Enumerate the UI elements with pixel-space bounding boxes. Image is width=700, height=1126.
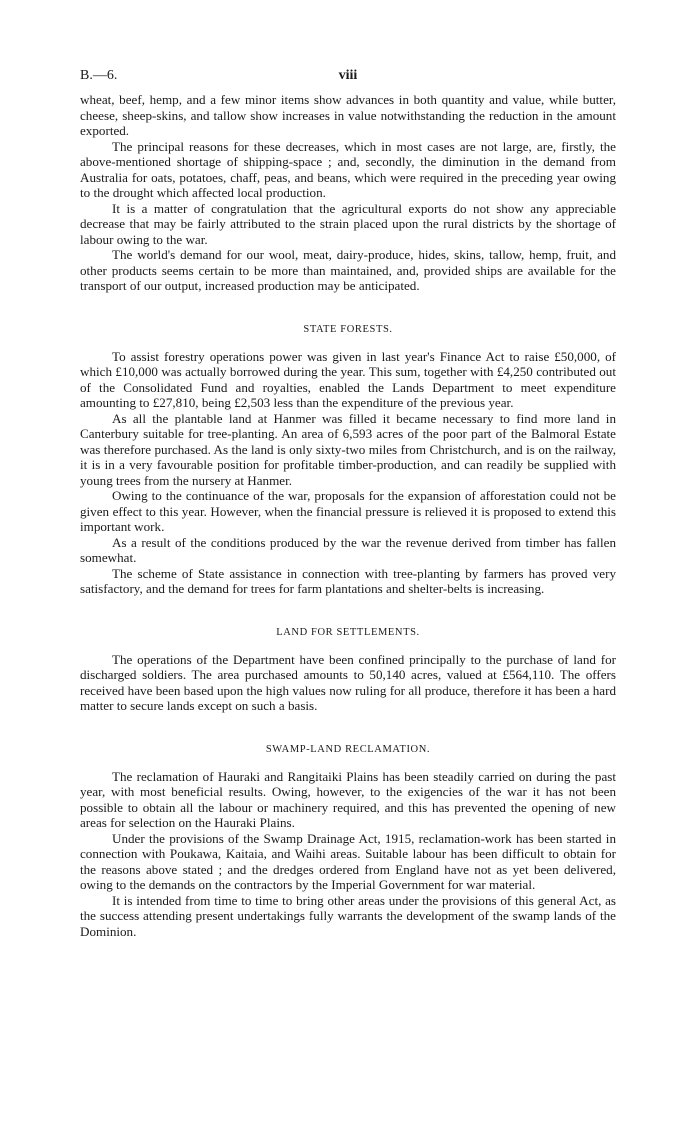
land-for-settlements-section: [80, 627, 616, 714]
paragraph: The principal reasons for these decreases, which in most cases are not large, are, firstly, the above-mentioned shortage of shipping-space ; and, secondly, the diminution in the demand from Australia for oats, potatoes, chaff, peas, and beans, which were required in the preceding year owing to the drought which affected local production.: [80, 138, 616, 200]
swamp-land-reclamation-section: [80, 744, 616, 940]
paragraph: The scheme of State assistance in connection with tree-planting by farmers has proved very satisfactory, and the demand for trees for farm plantations and shelter-belts is increasing.: [80, 565, 616, 596]
paragraph: wheat, beef, hemp, and a few minor items show advances in both quantity and value, while butter, cheese, sheep-skins, and tallow show increases in value notwithstanding the reduction in the amount exported.: [80, 92, 616, 138]
paragraph: To assist forestry operations power was given in last year's Finance Act to raise £50,000, of which £10,000 was actually borrowed during the year. This sum, together with £4,250 contributed out of the Consolidated Fund and royalties, enabled the Lands Department to meet expenditure amounting to £27,810, being £2,503 less than the expenditure of the previous year.: [80, 348, 616, 410]
intro-section: [80, 92, 616, 294]
paragraph: As all the plantable land at Hanmer was filled it became necessary to find more land in Canterbury suitable for tree-planting. An area of 6,593 acres of the poor part of the Balmoral Estate was therefore purchased. As the land is only sixty-two miles from Christchurch, and is on the railway, it is in a very favourable position for profitable timber-production, and can readily be supplied with young trees from the nursery at Hanmer.: [80, 410, 616, 488]
paragraph: The world's demand for our wool, meat, dairy-produce, hides, skins, tallow, hemp, fruit, and other products seems certain to be more than maintained, and, provided ships are available for the transport of our output, increased production may be anticipated.: [80, 247, 616, 293]
state-forests-section: [80, 324, 616, 597]
page-number: viii: [338, 68, 358, 83]
section-heading: SWAMP-LAND RECLAMATION.: [265, 743, 431, 755]
paragraph: Owing to the continuance of the war, proposals for the expansion of afforestation could not be given effect to this year. However, when the financial pressure is relieved it is proposed to extend this important work.: [80, 488, 616, 534]
page-header: [80, 68, 616, 92]
paragraph: The reclamation of Hauraki and Rangitaiki Plains has been steadily carried on during the past year, with most beneficial results. Owing, however, to the exigencies of the war it has not been possible to obtain all the labour or machinery required, and this has prevented the opening of new areas for selection on the Hauraki Plains.: [80, 768, 616, 830]
paragraph: Under the provisions of the Swamp Drainage Act, 1915, reclamation-work has been started in connection with Poukawa, Kaitaia, and Waihi areas. Suitable labour has been difficult to obtain for the reasons above stated ; and the dredges ordered from England have not as yet been delivered, owing to the demands on the contractors by the Imperial Government for war material.: [80, 830, 616, 892]
section-heading: LAND FOR SETTLEMENTS.: [276, 626, 420, 638]
paragraph: As a result of the conditions produced by the war the revenue derived from timber has fallen somewhat.: [80, 534, 616, 565]
paragraph: It is a matter of congratulation that the agricultural exports do not show any appreciable decrease that may be fairly attributed to the strain placed upon the rural districts by the shortage of labour owing to the war.: [80, 200, 616, 247]
paragraph: The operations of the Department have been confined principally to the purchase of land for discharged soldiers. The area purchased amounts to 50,140 acres, valued at £564,110. The offers received have been based upon the high values now ruling for all produce, therefore it has been a hard matter to secure lands except on such a basis.: [80, 651, 616, 713]
section-heading: STATE FORESTS.: [303, 323, 393, 335]
paragraph: It is intended from time to time to bring other areas under the provisions of this general Act, as the success attending present undertakings fully warrants the development of the swamp lands of the Dominion.: [80, 892, 616, 939]
document-page: [80, 68, 616, 939]
document-reference: B.—6.: [80, 68, 118, 83]
